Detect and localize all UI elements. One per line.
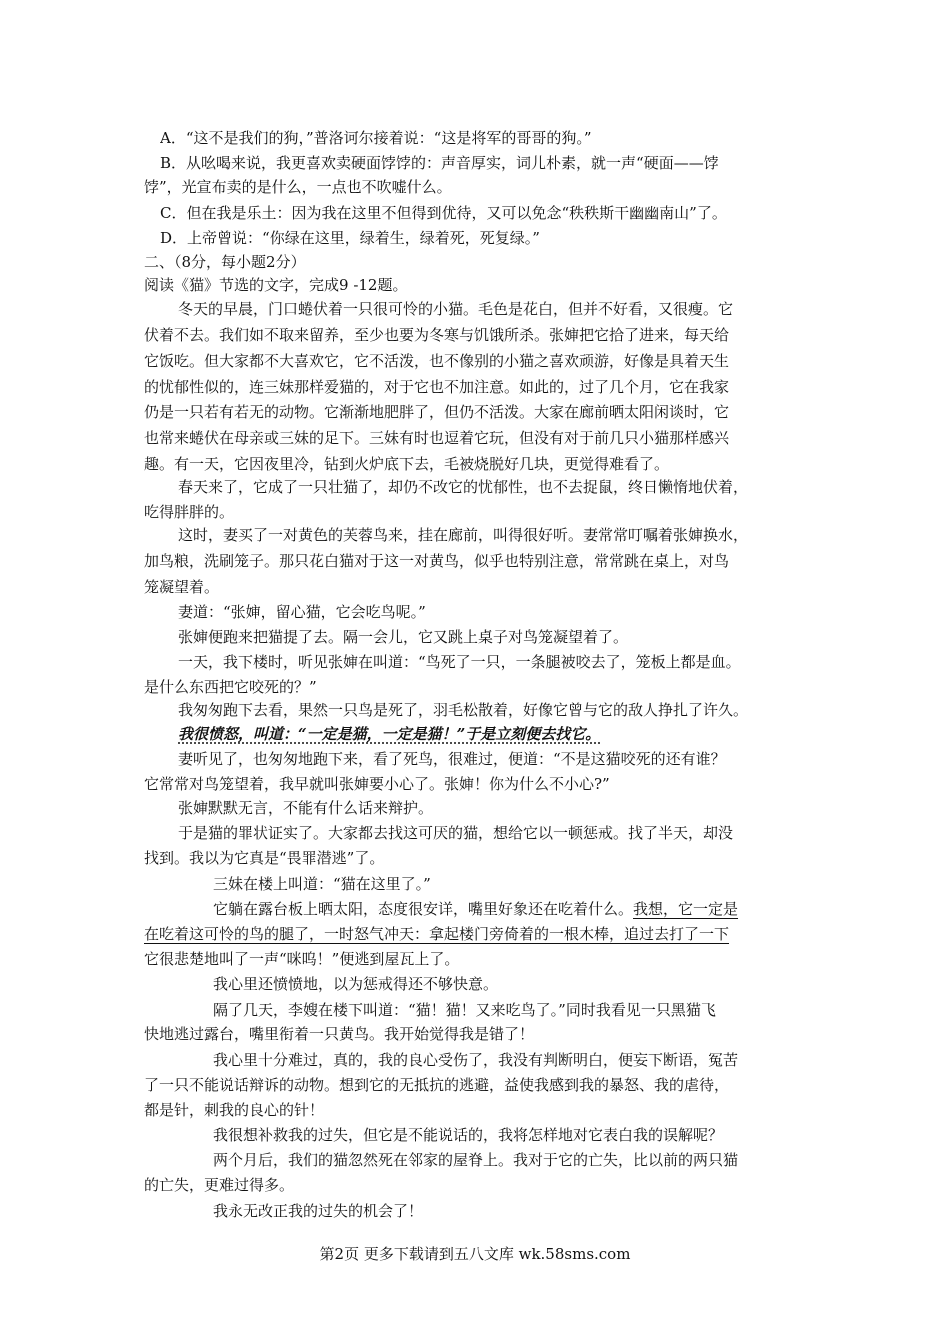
passage-line: 两个月后，我们的猫忽然死在邻家的屋脊上。我对于它的亡失，比以前的两只猫 — [213, 1151, 739, 1169]
section-instruction: 阅读《猫》节选的文字，完成9 -12题。 — [144, 276, 408, 294]
passage-line: 吃得胖胖的。 — [144, 503, 235, 521]
page-footer: 第2页 更多下载请到五八文库 wk.58sms.com — [319, 1245, 631, 1263]
option-a: A．“这不是我们的狗，”普洛诃尔接着说：“这是将军的哥哥的狗。” — [160, 129, 592, 147]
passage-line: 它常常对鸟笼望着，我早就叫张婶要小心了。张婶！你为什么不小心?” — [144, 775, 610, 793]
passage-line: 这时，妻买了一对黄色的芙蓉鸟来，挂在廊前，叫得很好听。妻常常叮嘱着张婶换水， — [178, 526, 749, 544]
passage-line: 张婶便跑来把猫提了去。隔一会儿，它又跳上桌子对鸟笼凝望着了。 — [178, 628, 629, 646]
passage-line: 是什么东西把它咬死的？” — [144, 678, 317, 696]
passage-line: 一天，我下楼时，听见张婶在叫道：“鸟死了一只，一条腿被咬去了，笼板上都是血。 — [178, 653, 741, 671]
passage-line: 我匆匆跑下去看，果然一只鸟是死了，羽毛松散着，好像它曾与它的敌人挣扎了许久。 — [178, 701, 749, 719]
option-b: B．从吆喝来说，我更喜欢卖硬面饽饽的：声音厚实，词儿朴素，就一声“硬面——饽 — [160, 154, 719, 172]
passage-line: 我永无改正我的过失的机会了！ — [213, 1202, 424, 1220]
emphasized-sentence: 我很愤怒，叫道：“一定是猫，一定是猫！”于是立刻便去找它。 — [178, 725, 601, 743]
passage-line: 找到。我以为它真是“畏罪潜逃”了。 — [144, 849, 385, 867]
passage-line: 我很想补救我的过失，但它是不能说话的，我将怎样地对它表白我的误解呢？ — [213, 1126, 724, 1144]
passage-line: 伏着不去。我们如不取来留养，至少也要为冬寒与饥饿所杀。张婶把它拾了进来，每天给 — [144, 326, 730, 344]
passage-line: 加鸟粮，洗刷笼子。那只花白猫对于这一对黄鸟，似乎也特别注意，常常跳在桌上，对鸟 — [144, 552, 730, 570]
passage-line: 也常来蜷伏在母亲或三妹的足下。三妹有时也逗着它玩，但没有对于前几只小猫那样感兴 — [144, 429, 730, 447]
passage-line: 妻听见了，也匆匆地跑下来，看了死鸟，很难过，便道：“不是这猫咬死的还有谁？ — [178, 750, 726, 768]
passage-line: 的亡失，更难过得多。 — [144, 1176, 295, 1194]
passage-line: 三妹在楼上叫道：“猫在这里了。” — [213, 875, 431, 893]
option-d: D．上帝曾说：“你绿在这里，绿着生，绿着死，死复绿。” — [160, 229, 540, 247]
passage-line: 的忧郁性似的，连三妹那样爱猫的，对于它也不加注意。如此的，过了几个月，它在我家 — [144, 378, 730, 396]
passage-line: 它很悲楚地叫了一声“咪呜！”便逃到屋瓦上了。 — [144, 950, 460, 968]
passage-line: 隔了几天，李嫂在楼下叫道：“猫！猫！又来吃鸟了。”同时我看见一只黑猫飞 — [213, 1001, 716, 1019]
underlined-sentence-cont: 在吃着这可怜的鸟的腿了，一时怒气冲天：拿起楼门旁倚着的一根木棒，追过去打了一下 — [144, 925, 730, 943]
passage-line: 快地逃过露台，嘴里衔着一只黄鸟。我开始觉得我是错了！ — [144, 1025, 535, 1043]
passage-line — [213, 896, 810, 922]
passage-line: 我心里还愤愤地，以为惩戒得还不够快意。 — [213, 975, 499, 993]
passage-line: 妻道：“张婶，留心猫，它会吃鸟呢。” — [178, 603, 426, 621]
passage-line: 张婶默默无言，不能有什么话来辩护。 — [178, 799, 434, 817]
passage-line: 它饭吃。但大家都不大喜欢它，它不活泼，也不像别的小猫之喜欢顽游，好像是具着天生 — [144, 352, 730, 370]
passage-line: 我心里十分难过，真的，我的良心受伤了，我没有判断明白，便妄下断语，冤苦 — [213, 1051, 739, 1069]
passage-line: 仍是一只若有若无的动物。它渐渐地肥胖了，但仍不活泼。大家在廊前晒太阳闲谈时，它 — [144, 403, 730, 421]
plain-text: 它躺在露台板上晒太阳，态度很安详，嘴里好象还在吃着什么。 — [213, 900, 634, 918]
section-heading: 二、（8分，每小题2分） — [144, 253, 306, 271]
underlined-sentence: 我想，它一定是 — [633, 900, 739, 918]
option-c: C．但在我是乐土：因为我在这里不但得到优待，又可以免念“秩秩斯干幽幽南山”了。 — [160, 204, 727, 222]
passage-line: 于是猫的罪状证实了。大家都去找这可厌的猫，想给它以一顿惩戒。找了半天，却没 — [178, 824, 734, 842]
option-b-cont: 饽”，光宣布卖的是什么，一点也不吹嘘什么。 — [144, 178, 452, 196]
passage-line: 了一只不能说话辩诉的动物。想到它的无抵抗的逃避，益使我感到我的暴怒、我的虐待， — [144, 1076, 730, 1094]
passage-line: 都是针，刺我的良心的针！ — [144, 1101, 325, 1119]
passage-line: 春天来了，它成了一只壮猫了，却仍不改它的忧郁性，也不去捉鼠，终日懒惰地伏着， — [178, 478, 749, 496]
passage-line: 趣。有一天，它因夜里冷，钻到火炉底下去，毛被烧脱好几块，更觉得难看了。 — [144, 455, 670, 473]
passage-line: 笼凝望着。 — [144, 578, 220, 596]
passage-line: 冬天的早晨，门口蜷伏着一只很可怜的小猫。毛色是花白，但并不好看，又很瘦。它 — [178, 300, 734, 318]
